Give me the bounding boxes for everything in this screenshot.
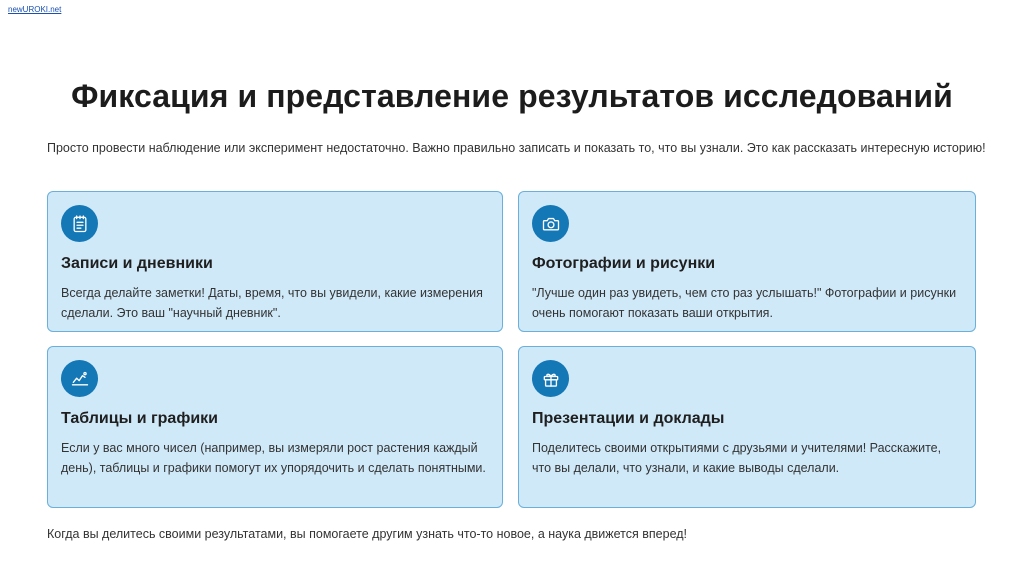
site-link[interactable]: newUROKI.net xyxy=(8,5,62,14)
outro-text: Когда вы делитесь своими результатами, вы помогаете другим узнать что-то новое, а наука движется вперед! xyxy=(47,527,688,541)
card-presentations xyxy=(518,346,976,508)
chart-icon xyxy=(61,360,98,397)
card-text: "Лучше один раз увидеть, чем сто раз услышать!" Фотографии и рисунки очень помогают показать ваши открытия. xyxy=(532,286,957,320)
card-title: Таблицы и графики xyxy=(61,410,218,427)
camera-icon xyxy=(532,205,569,242)
intro-text: Просто провести наблюдение или эксперимент недостаточно. Важно правильно записать и показать то, что вы узнали. Это как рассказать интересную историю! xyxy=(47,141,986,155)
gift-icon xyxy=(532,360,569,397)
notepad-icon xyxy=(61,205,98,242)
page-title: Фиксация и представление результатов исследований xyxy=(71,78,953,114)
card-title: Презентации и доклады xyxy=(532,410,725,427)
card-title: Фотографии и рисунки xyxy=(532,255,716,272)
card-tables xyxy=(47,346,503,508)
card-text: Всегда делайте заметки! Даты, время, что вы увидели, какие измерения сделали. Это ваш "научный дневник". xyxy=(61,286,483,320)
card-photos xyxy=(518,191,976,332)
card-title: Записи и дневники xyxy=(61,255,213,272)
card-text: Если у вас много чисел (например, вы измеряли рост растения каждый день), таблицы и графики помогут их упорядочить и сделать понятными. xyxy=(61,441,486,475)
card-text: Поделитесь своими открытиями с друзьями и учителями! Расскажите, что вы делали, что узнали, и какие выводы сделали. xyxy=(532,441,942,475)
card-notes xyxy=(47,191,503,332)
